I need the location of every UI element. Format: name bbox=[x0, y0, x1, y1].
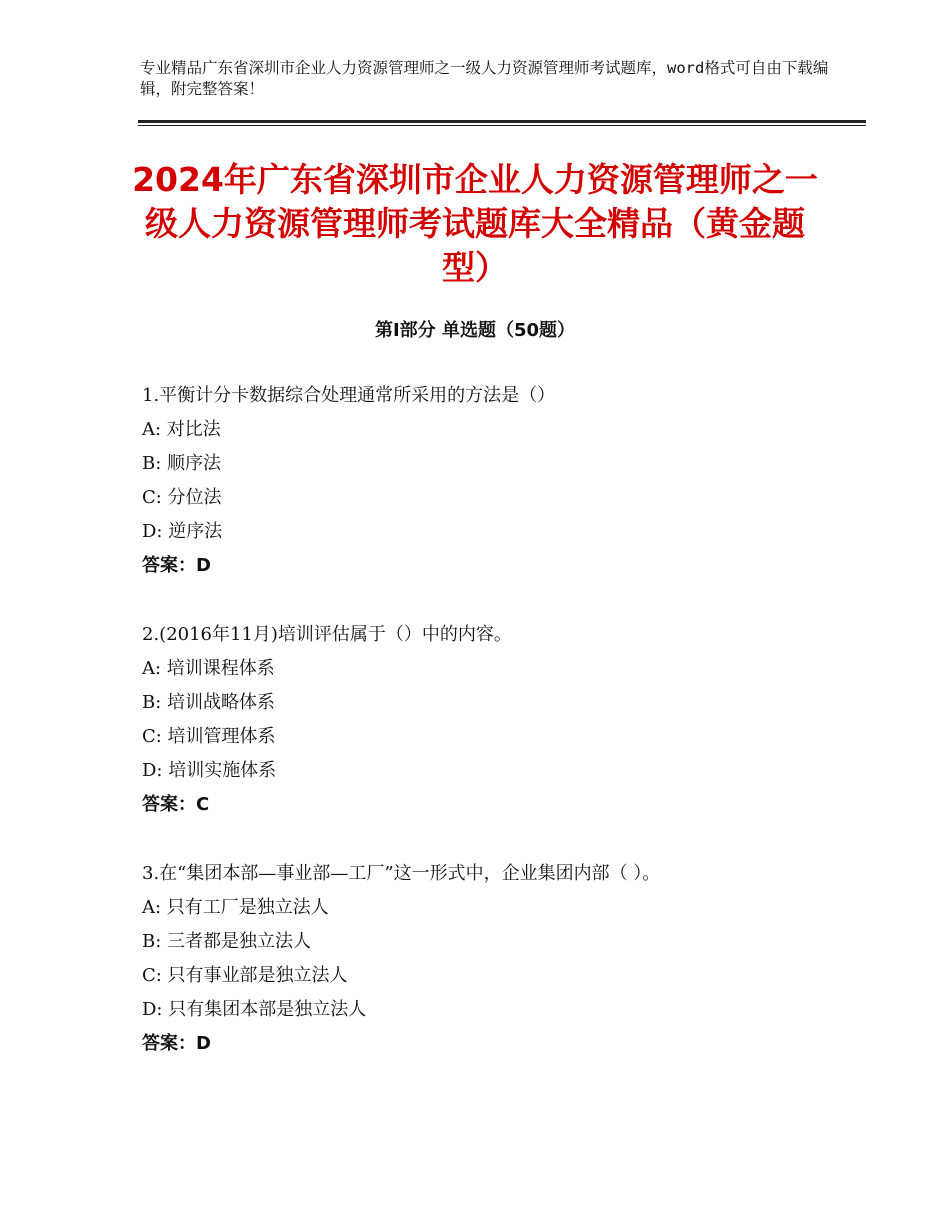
option-b: B: 三者都是独立法人 bbox=[142, 931, 312, 952]
question-1 bbox=[142, 379, 842, 583]
option-d: D: 培训实施体系 bbox=[142, 760, 277, 781]
header-divider-thick bbox=[138, 120, 866, 123]
option-c: C: 分位法 bbox=[142, 487, 222, 508]
question-stem: 2.(2016年11月)培训评估属于（）中的内容。 bbox=[142, 624, 512, 645]
option-b: B: 顺序法 bbox=[142, 453, 222, 474]
answer-line: 答案：D bbox=[142, 555, 211, 576]
answer-line: 答案：D bbox=[142, 1033, 211, 1054]
section-heading: 第Ⅰ部分 单选题（50题） bbox=[374, 320, 575, 341]
question-stem: 1.平衡计分卡数据综合处理通常所采用的方法是（） bbox=[142, 385, 556, 406]
option-d: D: 只有集团本部是独立法人 bbox=[142, 999, 367, 1020]
header-note: 专业精品广东省深圳市企业人力资源管理师之一级人力资源管理师考试题库，word格式可自由下载编辑，附完整答案！ bbox=[140, 59, 829, 98]
option-c: C: 只有事业部是独立法人 bbox=[142, 965, 348, 986]
option-a: A: 对比法 bbox=[142, 419, 221, 440]
answer-line: 答案：C bbox=[142, 794, 210, 815]
option-b: B: 培训战略体系 bbox=[142, 692, 276, 713]
option-a: A: 只有工厂是独立法人 bbox=[142, 897, 329, 918]
option-a: A: 培训课程体系 bbox=[142, 658, 275, 679]
header-divider-thin bbox=[138, 125, 866, 126]
question-3 bbox=[142, 857, 842, 1061]
document-title: 2024年广东省深圳市企业人力资源管理师之一级人力资源管理师考试题库大全精品（黄金题型） bbox=[132, 160, 818, 287]
question-stem: 3.在“集团本部—事业部—工厂”这一形式中，企业集团内部（ ）。 bbox=[142, 863, 661, 884]
option-d: D: 逆序法 bbox=[142, 521, 223, 542]
option-c: C: 培训管理体系 bbox=[142, 726, 276, 747]
question-2 bbox=[142, 618, 842, 822]
